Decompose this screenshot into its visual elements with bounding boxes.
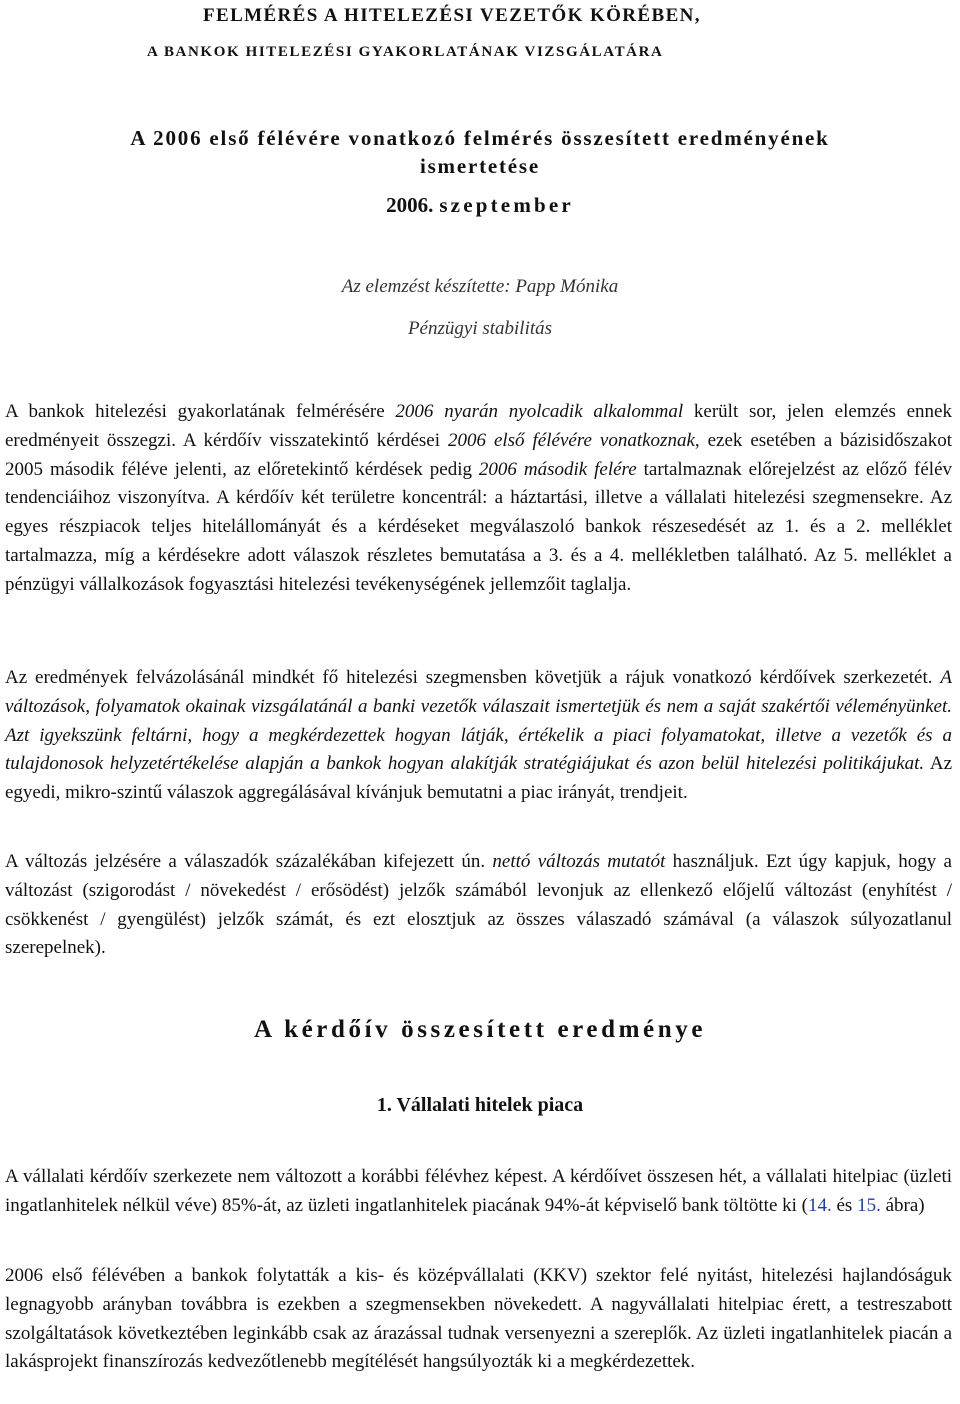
intro-paragraph (5, 398, 952, 600)
indicator-paragraph (5, 848, 952, 963)
subsection-title: 1. Vállalati hitelek piaca (376, 1094, 584, 1116)
corporate-paragraph-2: 2006 első félévében a bankok folytatták a kis- és középvállalati (KKV) szektor felé nyitást, hitelezési hajlandóságuk legnagyobb arányban továbbra is ezekben a szegmensekben növekedett. A nagyvállalati hitelpiac érett, a testreszabott szolgáltatások következtében leginkább csak az árazással tudnak versenyezni a szereplők. Az üzleti ingatlanhitelek piacán a lakásprojekt finanszírozás kedvezőtlenebb megítélését hangsúlyozták ki a megkérdezettek. (5, 1265, 952, 1373)
method-text-c: Az egyedi, mikro-szintű válaszok aggregálásával kívánjuk bemutatni a piac irányát, trendjeit. (5, 753, 953, 804)
date-year: 2006. (386, 193, 434, 217)
method-emphasis-b: A változások, folyamatok okainak vizsgálatánál a banki vezetők válaszait ismertetjük és nem a saját szakértői véleményünket. Azt igyekszünk feltárni, hogy a megkérdezettek hogyan látják, értékelik a piaci folyamatokat, illetve a vezetők és a tulajdonosok helyzetértékelése alapján a bankok hogyan alakítják stratégiájukat és azon belül hitelezési politikájukat. (5, 667, 952, 775)
corporate-text-a: A vállalati kérdőív szerkezete nem változott a korábbi félévhez képest. A kérdőívet összesen hét, a vállalati hitelpiac (üzleti ingatlanhitelek nélkül véve) 85%-át, az üzleti ingatlanhitelek piacának 94%-át képviselő bank töltötte ki ( (5, 1166, 952, 1216)
header-line-1 (203, 5, 701, 27)
corporate-text-b: ábra) (880, 1194, 925, 1216)
method-text-a: Az eredmények felvázolásánál mindkét fő hitelezési szegmensben követjük a rájuk vonatkozó kérdőívek szerkezetét. (5, 667, 941, 688)
method-paragraph (5, 664, 952, 808)
section-title: A kérdőív összesített eredménye (253, 1016, 707, 1043)
intro-text-c: került sor, jelen elemzés ennek eredményeit összegzi. A kérdőív visszatekintő kérdései (5, 401, 952, 451)
figure-ref-15-link[interactable]: 15. (857, 1194, 881, 1216)
document-date (0, 193, 960, 218)
author-line: Az elemzést készítette: Papp Mónika (341, 276, 619, 297)
header-line-2 (147, 44, 663, 61)
document-title-line-2: ismertetése (419, 154, 541, 178)
intro-text-e: , ezek esetében a bázisidőszakot 2005 második féléve jelenti, az előretekintő kérdések pedig (5, 429, 952, 480)
intro-emphasis-d: 2006 első félévére vonatkoznak (447, 429, 695, 451)
figure-ref-14-link[interactable]: 14. (808, 1194, 832, 1216)
document-title-line-1: A 2006 első félévére vonatkozó felmérés összesített eredményének (130, 126, 830, 150)
department-line: Pénzügyi stabilitás (407, 318, 553, 339)
indicator-emphasis-b: nettó változás mutatót (492, 851, 666, 872)
intro-emphasis-f: 2006 második felére (478, 458, 637, 480)
corporate-text-mid: és (831, 1194, 858, 1216)
header-line-1-text: FELMÉRÉS A HITELEZÉSI VEZETŐK KÖRÉBEN, (203, 5, 701, 26)
header-line-2-text: A BANKOK HITELEZÉSI GYAKORLATÁNAK VIZSGÁLATÁRA (147, 44, 664, 60)
indicator-text-c: használjuk. Ezt úgy kapjuk, hogy a változást (szigorodást / növekedést / erősödést) jelzők számából levonjuk az ellenkező előjelű változást (enyhítést / csökkenést / gyengülést) jelzők számát, és ezt elosztjuk az összes válaszadó számával (a válaszok súlyozatlanul szerepelnek). (5, 851, 952, 959)
date-month: szeptember (439, 193, 574, 217)
intro-text-a: A bankok hitelezési gyakorlatának felmérésére (5, 401, 396, 422)
intro-emphasis-b: 2006 nyarán nyolcadik alkalommal (395, 401, 684, 422)
indicator-text-a: A változás jelzésére a válaszadók százalékában kifejezett ún. (5, 851, 493, 872)
corporate-paragraph-1 (5, 1163, 952, 1221)
intro-text-g: tartalmaznak előrejelzést az előző félév tendenciáihoz viszonyítva. A kérdőív két területre koncentrál: a háztartási, illetve a vállalati hitelezési szegmensekre. Az egyes részpiacok teljes hitelállományát és a kérdéseket megválaszoló bankok részesedését az 1. és a 2. melléklet tartalmazza, míg a kérdésekre adott válaszok részletes bemutatása a 3. és a 4. mellékletben található. Az 5. melléklet a pénzügyi vállalkozások fogyasztási hitelezési tevékenységének jellemzőit taglalja. (5, 458, 952, 595)
